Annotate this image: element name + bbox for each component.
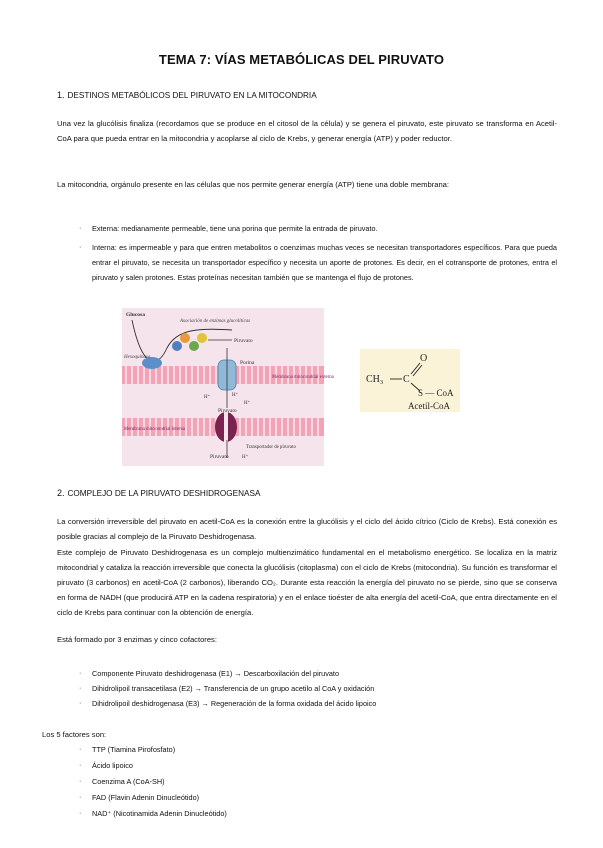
page-title: TEMA 7: VÍAS METABÓLICAS DEL PIRUVATO	[158, 52, 445, 67]
membrana-interna-label: Membrana mitocondrial interna	[124, 427, 186, 432]
oxygen-label: O	[420, 353, 428, 364]
hplus-label: H⁺	[232, 393, 239, 398]
glucosa-label: Glucosa	[126, 312, 145, 318]
s-coa-label: S — CoA	[418, 388, 454, 398]
bullet-icon: ·	[79, 700, 82, 707]
list-item: · Dihidrolipoil transacetilasa (E2) → Transferencia de un grupo acetilo al CoA y oxidación	[92, 681, 557, 696]
bullet-icon: ·	[79, 762, 82, 769]
section-1-heading	[57, 90, 317, 100]
list-item: · FAD (Flavin Adenin Dinucleótido)	[92, 790, 492, 805]
section-2-paragraph-1: La conversión irreversible del piruvato en acetil-CoA es la conexión entre la glucólisis y el ciclo del ácido cítrico (Ciclo de Krebs). Está conexión es posible gracias al complejo de la Piruvato Deshidrogenasa.	[57, 517, 557, 541]
porina-label: Porina	[240, 360, 255, 366]
mitochondria-membrane-figure	[122, 308, 334, 466]
bullet-icon: ·	[79, 794, 82, 801]
section-1-title: DESTINOS METABÓLICOS DEL PIRUVATO EN LA MITOCONDRIA	[67, 91, 317, 100]
ch3-label: CH₃	[366, 374, 384, 385]
list-item: · Externa: medianamente permeable, tiene una porina que permite la entrada de piruvato.	[92, 221, 557, 236]
section-1-paragraph-2: La mitocondria, orgánulo presente en las células que nos permite generar energía (ATP) tiene una doble membrana:	[57, 180, 450, 189]
enzyme-shape	[197, 333, 207, 343]
carbon-label: C	[403, 374, 410, 385]
acetyl-coa-structure	[360, 349, 460, 412]
piruvato-mid-label: Piruvato	[218, 408, 237, 414]
bullet-icon: ·	[79, 685, 82, 692]
list-item: · Coenzima A (CoA-SH)	[92, 774, 492, 789]
bullet-icon: ·	[79, 225, 82, 232]
section-2-paragraph-2: Este complejo de Piruvato Deshidrogenasa es un complejo multienzimático fundamental en el metabolismo energético. Se localiza en la matriz mitocondrial y cataliza la reacción irreversible que conecta la glucólisis (citoplasma) con el ciclo de Krebs (mitocondria). Su función es transformar el piruvato (3 carbonos) en acetil-CoA (2 carbonos), liberando CO₂. Durante esta reacción la energía del piruvato no se pierde, sino que se conserva en forma de NADH (que producirá ATP en la cadena respiratoria) y en el enlace tioéster de alta energía del acetil-CoA, que entra directamente en el ciclo de Krebs para continuar con la obtención de energía.	[57, 548, 557, 617]
hplus-label: H⁺	[244, 401, 251, 406]
list-item: · Interna: es impermeable y para que entren metabolitos o coenzimas muchas veces se necesitan transportadores específicos. Para que pueda entrar el piruvato, se necesita un transportador específico y necesita un aporte de protones. Es decir, en el cotransporte de protones, entra el piruvato y salen protones. Estas proteínas necesitan también que se mantenga el flujo de protones.	[92, 240, 557, 285]
enzyme-shape	[172, 341, 182, 351]
membrana-externa-label: Membrana mitocondrial externa	[272, 375, 334, 380]
bullet-icon: ·	[79, 810, 82, 817]
membrane-diagram	[122, 308, 334, 466]
list-item: · TTP (Tiamina Pirofosfato)	[92, 742, 492, 757]
section-1-paragraph-1: Una vez la glucólisis finaliza (recordamos que se produce en el citosol de la célula) y se genera el piruvato, este piruvato se transforma en Acetil-CoA para que pueda entrar en la mitocondria y acoplarse al ciclo de Krebs, y generar energía (ATP) y poder reductor.	[57, 119, 557, 143]
section-2-heading	[57, 488, 260, 498]
piruvato-top-label: Piruvato	[234, 338, 253, 344]
acetyl-coa-figure	[360, 349, 460, 412]
list-item: · Dihidrolipoil deshidrogenasa (E3) → Regeneración de la forma oxidada del ácido lipoico	[92, 696, 557, 711]
section-2-title: COMPLEJO DE LA PIRUVATO DESHIDROGENASA	[67, 489, 261, 498]
list-item: · NAD⁺ (Nicotinamida Adenin Dinucleótido)	[92, 806, 492, 821]
section-1-number: 1.	[57, 90, 65, 100]
acetyl-coa-label: Acetil-CoA	[408, 401, 450, 411]
bullet-icon: ·	[79, 244, 82, 251]
enzyme-shape	[180, 333, 190, 343]
factors-title: Los 5 factores son:	[42, 730, 107, 739]
section-2-number: 2.	[57, 488, 65, 498]
hplus-label: H⁺	[242, 455, 249, 460]
hexoquinasa-label: Hexoquinasa	[124, 355, 151, 360]
list-item: · Ácido lipoico	[92, 758, 492, 773]
list-item: · Componente Piruvato deshidrogenasa (E1) → Descarboxilación del piruvato	[92, 666, 557, 681]
bullet-icon: ·	[79, 778, 82, 785]
hplus-label: H⁺	[204, 395, 211, 400]
enzyme-shape	[189, 341, 199, 351]
bullet-icon: ·	[79, 746, 82, 753]
section-2-paragraph-3: Está formado por 3 enzimas y cinco cofactores:	[57, 635, 217, 644]
bullet-icon: ·	[79, 670, 82, 677]
piruvato-bottom-label: Piruvato	[210, 454, 229, 460]
transportador-label: Transportador de piruvato	[246, 445, 296, 450]
asociacion-label: Asociación de enzimas glucolíticas	[180, 319, 251, 324]
